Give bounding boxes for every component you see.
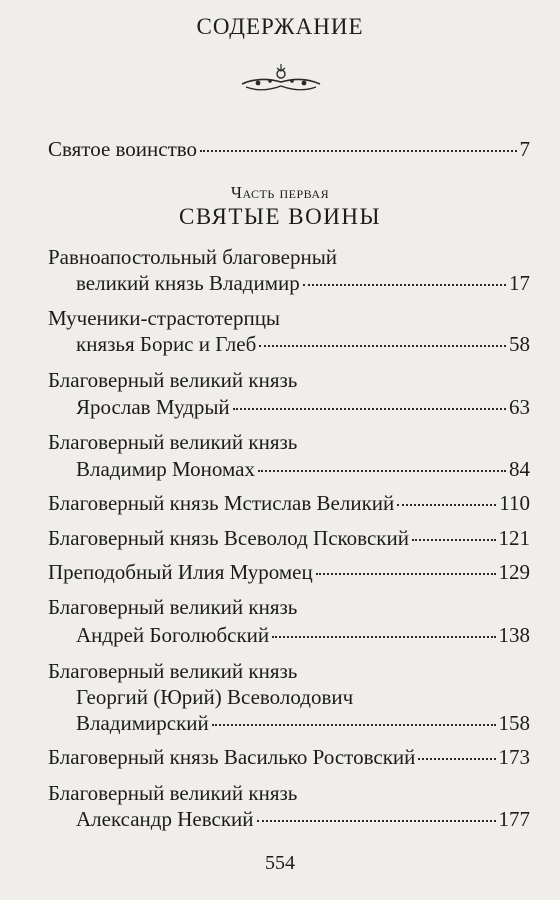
dot-leader (397, 504, 496, 506)
toc-entry-boris-gleb[interactable] (76, 331, 530, 357)
page-heading: СОДЕРЖАНИЕ (196, 14, 364, 39)
toc-entry-mstislav[interactable] (48, 490, 530, 516)
toc-entry-vasilko[interactable] (48, 744, 530, 770)
entry-second-line: Георгий (Юрий) Всеволодович (76, 685, 354, 709)
dot-leader (258, 470, 506, 472)
toc-entry-intro[interactable] (48, 136, 530, 162)
toc-entry-yaroslav[interactable] (76, 394, 530, 420)
entry-page-number: 84 (509, 457, 530, 481)
entry-title: Ярослав Мудрый (76, 395, 230, 419)
entry-page-number: 177 (498, 807, 530, 831)
toc-entry-vladimir[interactable] (76, 270, 530, 296)
entry-first-line: Благоверный великий князь (48, 595, 298, 619)
page-number: 554 (265, 852, 295, 874)
entry-title: Благоверный князь Василько Ростовский (48, 745, 416, 769)
entry-title: Владимир Мономах (76, 457, 255, 481)
entry-page-number: 7 (519, 137, 530, 161)
dot-leader (200, 150, 516, 152)
entry-first-line: Благоверный великий князь (48, 430, 298, 454)
entry-first-line: Благоверный великий князь (48, 659, 298, 683)
dot-leader (316, 573, 496, 575)
toc-entry-georgy[interactable] (76, 710, 530, 736)
dot-leader (418, 758, 495, 760)
dot-leader (259, 345, 506, 347)
entry-page-number: 173 (498, 745, 530, 769)
entry-title: Благоверный князь Мстислав Великий (48, 491, 395, 515)
dot-leader (412, 539, 496, 541)
entry-page-number: 17 (509, 271, 530, 295)
toc-entry-monomakh[interactable] (76, 456, 530, 482)
toc-entry-vsevolod[interactable] (48, 525, 530, 551)
toc-entry-alexander-nevsky[interactable] (76, 806, 530, 832)
part-label: Часть первая (230, 183, 330, 202)
entry-page-number: 138 (498, 623, 530, 647)
dot-leader (233, 408, 506, 410)
entry-first-line: Благоверный великий князь (48, 781, 298, 805)
entry-title: Александр Невский (76, 807, 254, 831)
entry-first-line: Равноапостольный благоверный (48, 245, 338, 269)
entry-title: Владимирский (76, 711, 209, 735)
entry-page-number: 158 (498, 711, 530, 735)
dot-leader (303, 284, 506, 286)
dot-leader (257, 820, 496, 822)
entry-page-number: 63 (509, 395, 530, 419)
toc-entry-ilya-muromets[interactable] (48, 559, 530, 585)
entry-title: великий князь Владимир (76, 271, 300, 295)
dot-leader (272, 636, 495, 638)
entry-title: Андрей Боголюбский (76, 623, 270, 647)
dot-leader (212, 724, 496, 726)
entry-title: князья Борис и Глеб (76, 332, 257, 356)
entry-first-line: Мученики-страстотерпцы (48, 306, 281, 330)
entry-page-number: 110 (499, 491, 530, 515)
toc-entry-andrey[interactable] (76, 622, 530, 648)
entry-page-number: 121 (498, 526, 530, 550)
entry-title: Святое воинство (48, 137, 198, 161)
entry-page-number: 58 (509, 332, 530, 356)
entry-first-line: Благоверный великий князь (48, 368, 298, 392)
entry-title: Благоверный князь Всеволод Псковский (48, 526, 409, 550)
entry-title: Преподобный Илия Муромец (48, 560, 313, 584)
part-title: СВЯТЫЕ ВОИНЫ (178, 204, 381, 229)
entry-page-number: 129 (498, 560, 530, 584)
floral-ornament-icon (238, 60, 324, 100)
